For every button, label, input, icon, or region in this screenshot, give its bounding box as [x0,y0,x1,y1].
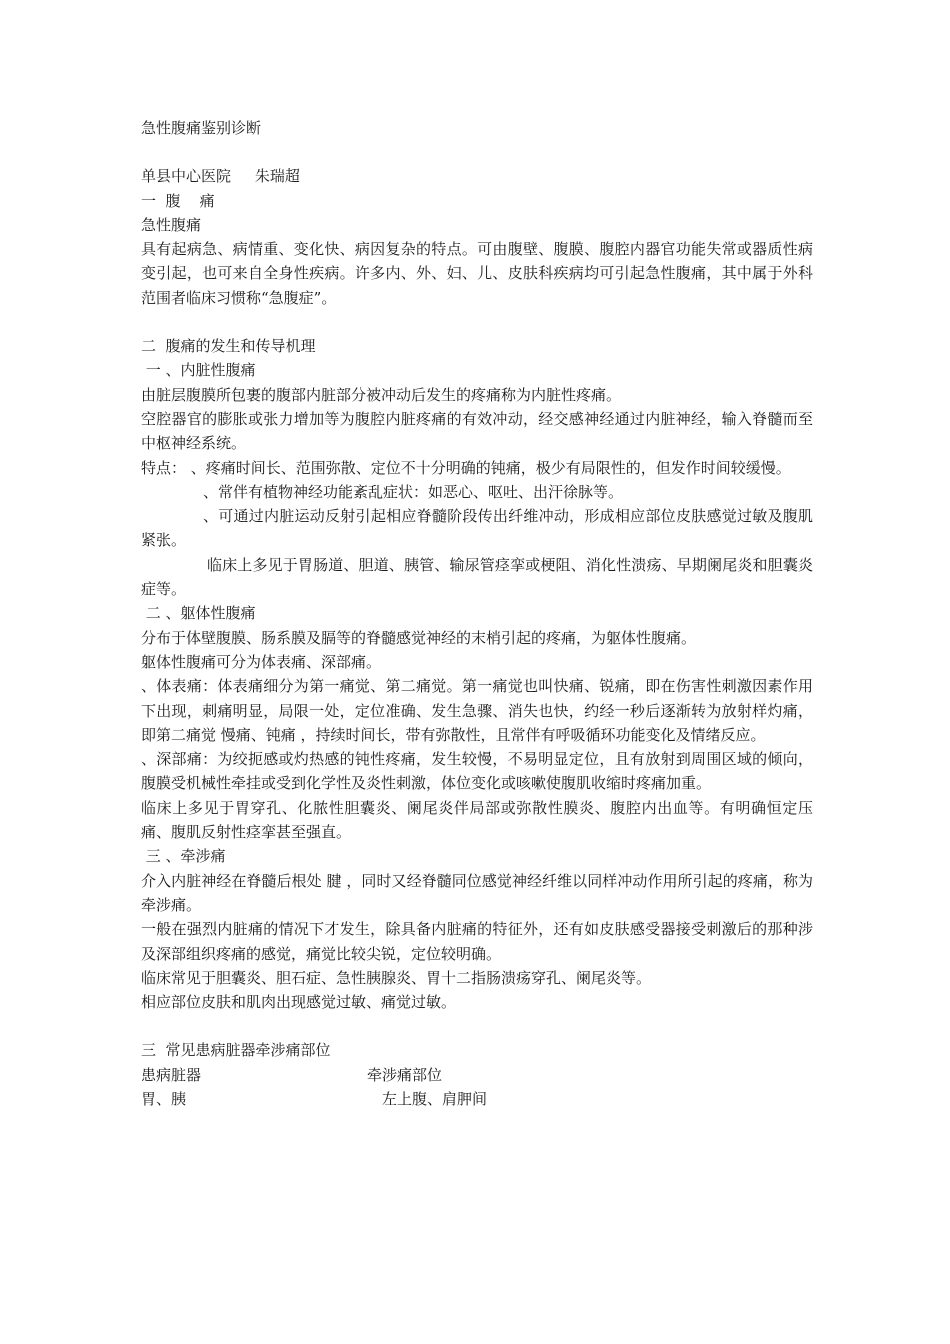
paragraph: 空腔器官的膨胀或张力增加等为腹腔内脏疼痛的有效冲动，经交感神经通过内脏神经，输入脊髓而至中枢神经系统。 [141,409,813,453]
section-1-heading: 一 腹 痛 [141,191,215,210]
features-item-2: 、常伴有植物神经功能紊乱症状：如恶心、呕吐、出汗徐脉等。 [203,482,624,501]
paragraph: 临床上多见于胃穿孔、化脓性胆囊炎、阑尾炎伴局部或弥散性膜炎、腹腔内出血等。有明确恒定压痛、腹肌反射性痉挛甚至强直。 [141,798,813,842]
paragraph: 分布于体壁腹膜、肠系膜及膈等的脊髓感觉神经的末梢引起的疼痛，为躯体性腹痛。 [141,628,697,647]
paragraph: 相应部位皮肤和肌肉出现感觉过敏、痛觉过敏。 [141,993,457,1012]
paragraph: 一般在强烈内脏痛的情况下才发生，除具备内脏痛的特征外，还有如皮肤感受器接受刺激后的那种涉及深部组织疼痛的感觉，痛觉比较尖锐，定位较明确。 [141,920,813,963]
author-line: 单县中心医院 朱瑞超 [141,167,300,186]
paragraph: 由脏层腹膜所包裹的腹部内脏部分被冲动后发生的疼痛称为内脏性疼痛。 [141,385,622,404]
paragraph: 、体表痛：体表痛细分为第一痛觉、第二痛觉。第一痛觉也叫快痛、锐痛，即在伤害性刺激因素作用下出现，刺痛明显，局限一处，定位准确、发生急骤、消失也快，约经一秒后逐渐转为放射样灼痛，即第二痛觉 慢痛、钝痛 ，持续时间长，带有弥散性，且常伴有呼吸循环功能变化及情绪反应。 [141,677,813,744]
features-item-3: 、可通过内脏运动反射引起相应脊髓阶段传出纤维冲动，形成相应部位皮肤感觉过敏及腹肌紧张。 [141,507,813,550]
table-header-site: 牵涉痛部位 [367,1065,443,1084]
table-header-row [141,1063,813,1087]
section-1-paragraph: 具有起病急、病情重、变化快、病因复杂的特点。可由腹壁、腹膜、腹腔内器官功能失常或器质性病变引起，也可来自全身性疾病。许多内、外、妇、儿、皮肤科疾病均可引起急性腹痛，其中属于外科范围者临床习惯称“急腹症”。 [141,240,813,307]
document-page [141,116,813,1111]
section-2-heading: 二 腹痛的发生和传导机理 [141,337,316,356]
section-1-subheading: 急性腹痛 [141,215,202,234]
table-cell-organ: 胃、胰 [141,1089,187,1108]
section-2-2-heading: 二 、躯体性腹痛 [141,604,256,623]
spacer [141,140,813,164]
clinical-note: 临床上多见于胃肠道、胆道、胰管、输尿管痉挛或梗阻、消化性溃疡、早期阑尾炎和胆囊炎症等。 [141,555,813,599]
table-header-organ: 患病脏器 [141,1065,202,1084]
paragraph: 介入内脏神经在脊髓后根处 腱 ，同时又经脊髓同位感觉神经纤维以同样冲动作用所引起的疼痛，称为牵涉痛。 [141,871,813,914]
paragraph: 、深部痛：为绞扼感或灼热感的钝性疼痛，发生较慢，不易明显定位，且有放射到周围区域的倾向，腹膜受机械性牵挂或受到化学性及炎性刺激，体位变化或咳嗽使腹肌收缩时疼痛加重。 [141,750,813,793]
table-cell-site: 左上腹、肩胛间 [382,1089,488,1108]
paragraph: 临床常见于胆囊炎、胆石症、急性胰腺炎、胃十二指肠溃疡穿孔、阑尾炎等。 [141,968,652,987]
table-row [141,1087,813,1111]
section-2-1-heading: 一 、内脏性腹痛 [141,361,256,380]
document-title: 急性腹痛鉴别诊断 [141,119,262,137]
spacer [141,1014,813,1038]
spacer [141,310,813,334]
paragraph: 躯体性腹痛可分为体表痛、深部痛。 [141,652,382,671]
features-item-1: 特点： 、疼痛时间长、范围弥散、定位不十分明确的钝痛，极少有局限性的，但发作时间较缓慢。 [141,458,791,477]
section-2-3-heading: 三 、牵涉痛 [141,847,226,866]
section-3-heading: 三 常见患病脏器牵涉痛部位 [141,1041,331,1060]
